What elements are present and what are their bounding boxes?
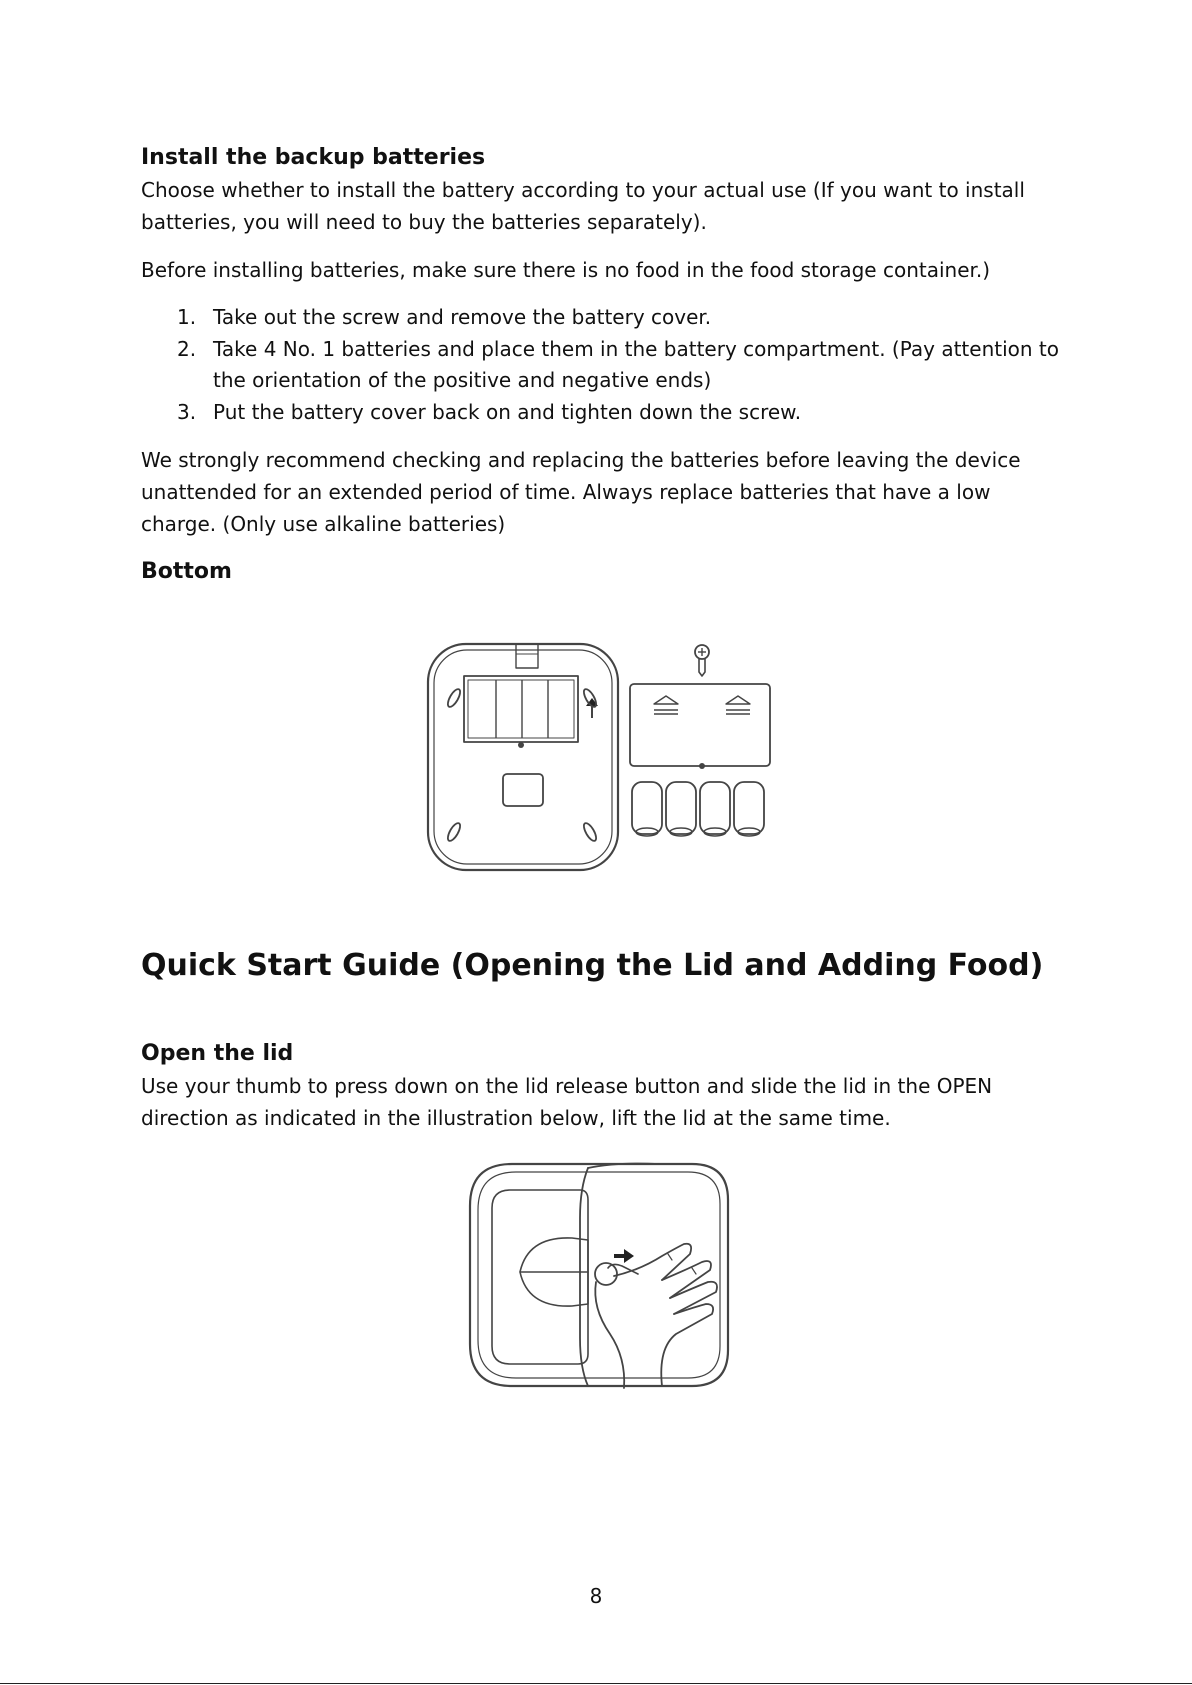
step-text: Put the battery cover back on and tighten down the screw. xyxy=(213,399,802,424)
list-item xyxy=(141,397,1061,429)
bottom-label-block xyxy=(141,556,1061,588)
page-number: 8 xyxy=(589,1584,603,1608)
battery-section-intro xyxy=(141,142,1061,238)
battery-heading: Install the backup batteries xyxy=(141,145,486,170)
lid-open-hand-icon xyxy=(462,1158,752,1394)
open-lid-paragraph: Use your thumb to press down on the lid release button and slide the lid in the OPEN direction as indicated in the illustration below, lift the lid at the same time. xyxy=(141,1074,993,1130)
bottom-subheading: Bottom xyxy=(141,559,232,584)
battery-precaution-paragraph: Before installing batteries, make sure there is no food in the food storage container.) xyxy=(141,258,991,282)
battery-recommendation-paragraph: We strongly recommend checking and replacing the batteries before leaving the device unattended for an extended period of time. Always replace batteries that have a low charge. (Only use alkaline batteries) xyxy=(141,448,1021,536)
battery-intro-paragraph: Choose whether to install the battery according to your actual use (If you want to install batteries, you will need to buy the batteries separately). xyxy=(141,178,1025,234)
step-number: 2. xyxy=(177,336,197,361)
open-lid-subheading: Open the lid xyxy=(141,1041,294,1066)
open-lid-section xyxy=(141,1038,1061,1134)
battery-precaution xyxy=(141,254,1061,286)
step-text: Take out the screw and remove the battery cover. xyxy=(213,305,712,329)
battery-steps-list xyxy=(141,302,1061,428)
page-bottom-edge xyxy=(0,1683,1192,1684)
quick-start-heading-block xyxy=(141,946,1061,986)
step-number: 3. xyxy=(177,399,197,424)
quick-start-heading: Quick Start Guide (Opening the Lid and Adding Food) xyxy=(141,948,1044,983)
device-bottom-battery-icon xyxy=(420,636,780,876)
step-text: Take 4 No. 1 batteries and place them in the battery compartment. (Pay attention to the orientation of the positive and negative ends) xyxy=(213,336,1059,392)
step-number: 1. xyxy=(177,305,197,329)
list-item xyxy=(141,302,1061,334)
list-item xyxy=(141,334,1061,397)
battery-recommendation xyxy=(141,444,1061,540)
